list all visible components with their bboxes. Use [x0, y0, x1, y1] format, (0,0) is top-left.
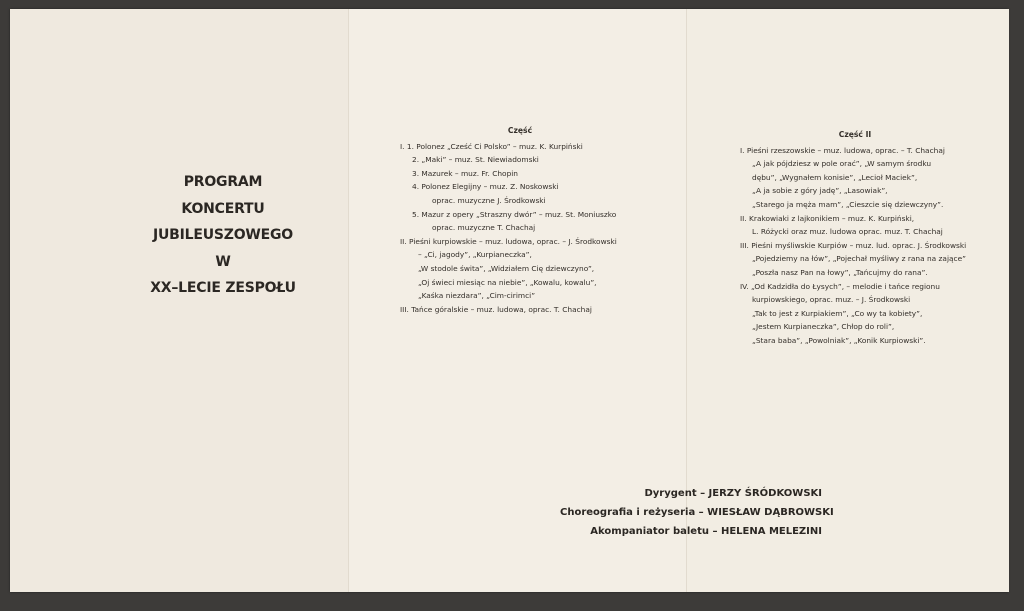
program-line: „Starego ja męża mam”, „Cieszcie się dziewczyny”. — [752, 199, 944, 209]
program-line: I. 1. Polonez „Cześć Ci Polsko” – muz. K. Kurpiński — [400, 141, 583, 151]
program-line: „A ja sobie z góry jadę”, „Lasowiak”, — [752, 186, 888, 196]
part-two-lines — [740, 144, 970, 348]
program-line: 5. Mazur z opery „Straszny dwór” – muz. St. Moniuszko — [412, 209, 617, 219]
left-panel — [10, 9, 348, 592]
program-line: „Stara baba”, „Powolniak”, „Konik Kurpiowski”. — [752, 335, 926, 345]
part-one-heading: Część — [507, 126, 533, 135]
title-line: KONCERTU — [181, 200, 265, 217]
program-line: „Pojedziemy na łów”, „Pojechał myśliwy z rana na zające” — [752, 254, 966, 264]
program-line: II. Pieśni kurpiowskie – muz. ludowa, oprac. – J. Środkowski — [400, 236, 617, 246]
program-part-two — [740, 128, 970, 348]
program-line: 4. Polonez Elegijny – muz. Z. Noskowski — [412, 182, 559, 192]
part-one-lines — [400, 140, 640, 317]
program-line: kurpiowskiego, oprac. muz. – J. Środkowski — [752, 295, 911, 305]
program-line: III. Pieśni myśliwskie Kurpiów – muz. lud. oprac. J. Środkowski — [740, 240, 967, 250]
program-line: „W stodole świta”, „Widziałem Cię dziewczyno”, — [418, 263, 595, 273]
program-line: 3. Mazurek – muz. Fr. Chopin — [412, 168, 518, 178]
program-line: L. Różycki oraz muz. ludowa oprac. muz. T. Chachaj — [752, 227, 943, 237]
program-line: „Kaśka niezdara”, „Cim-cirimci” — [418, 291, 536, 301]
credits — [560, 484, 834, 541]
choreography-credit: Choreografia i reżyseria – WIESŁAW DĄBROWSKI — [560, 507, 834, 518]
program-line: 2. „Maki” – muz. St. Niewiadomski — [412, 155, 539, 165]
part-two-heading: Część II — [838, 130, 872, 139]
program-line: II. Krakowiaki z lajkonikiem – muz. K. Kurpiński, — [740, 213, 915, 223]
program-title — [128, 169, 318, 302]
program-line: „Poszła nasz Pan na łowy”, „Tańcujmy do rana”. — [752, 267, 928, 277]
program-line: „Jestem Kurpianeczka”, Chłop do roli”, — [752, 322, 895, 332]
title-line: XX–LECIE ZESPOŁU — [150, 280, 296, 296]
title-line: PROGRAM — [183, 174, 263, 190]
program-line: „Oj świeci miesiąc na niebie”, „Kowalu, kowalu”, — [418, 277, 597, 287]
program-line: „A jak pójdziesz w pole orać”, „W samym środku — [752, 159, 932, 169]
program-line: oprac. muzyczne T. Chachaj — [432, 223, 536, 233]
accompanist-credit: Akompaniator baletu – HELENA MELEZINI — [590, 526, 822, 537]
title-line: W — [215, 253, 231, 270]
title-line: JUBILEUSZOWEGO — [152, 227, 294, 243]
program-line: oprac. muzyczne J. Środkowski — [432, 195, 546, 205]
program-line: – „Ci, jagody”, „Kurpianeczka”, — [418, 250, 532, 260]
program-line: dębu”, „Wygnałem konisie”, „Lecioł Maciek”, — [752, 172, 918, 182]
program-part-one — [400, 124, 640, 316]
program-line: I. Pieśni rzeszowskie – muz. ludowa, oprac. – T. Chachaj — [740, 145, 945, 155]
program-line: „Tak to jest z Kurpiakiem”, „Co wy ta kobiety”, — [752, 308, 923, 318]
program-line: IV. „Od Kadzidła do Łysych”, – melodie i tańce regionu — [740, 281, 940, 291]
program-line: III. Tańce góralskie – muz. ludowa, oprac. T. Chachaj — [400, 304, 592, 314]
conductor-credit: Dyrygent – JERZY ŚRÓDKOWSKI — [644, 488, 822, 499]
